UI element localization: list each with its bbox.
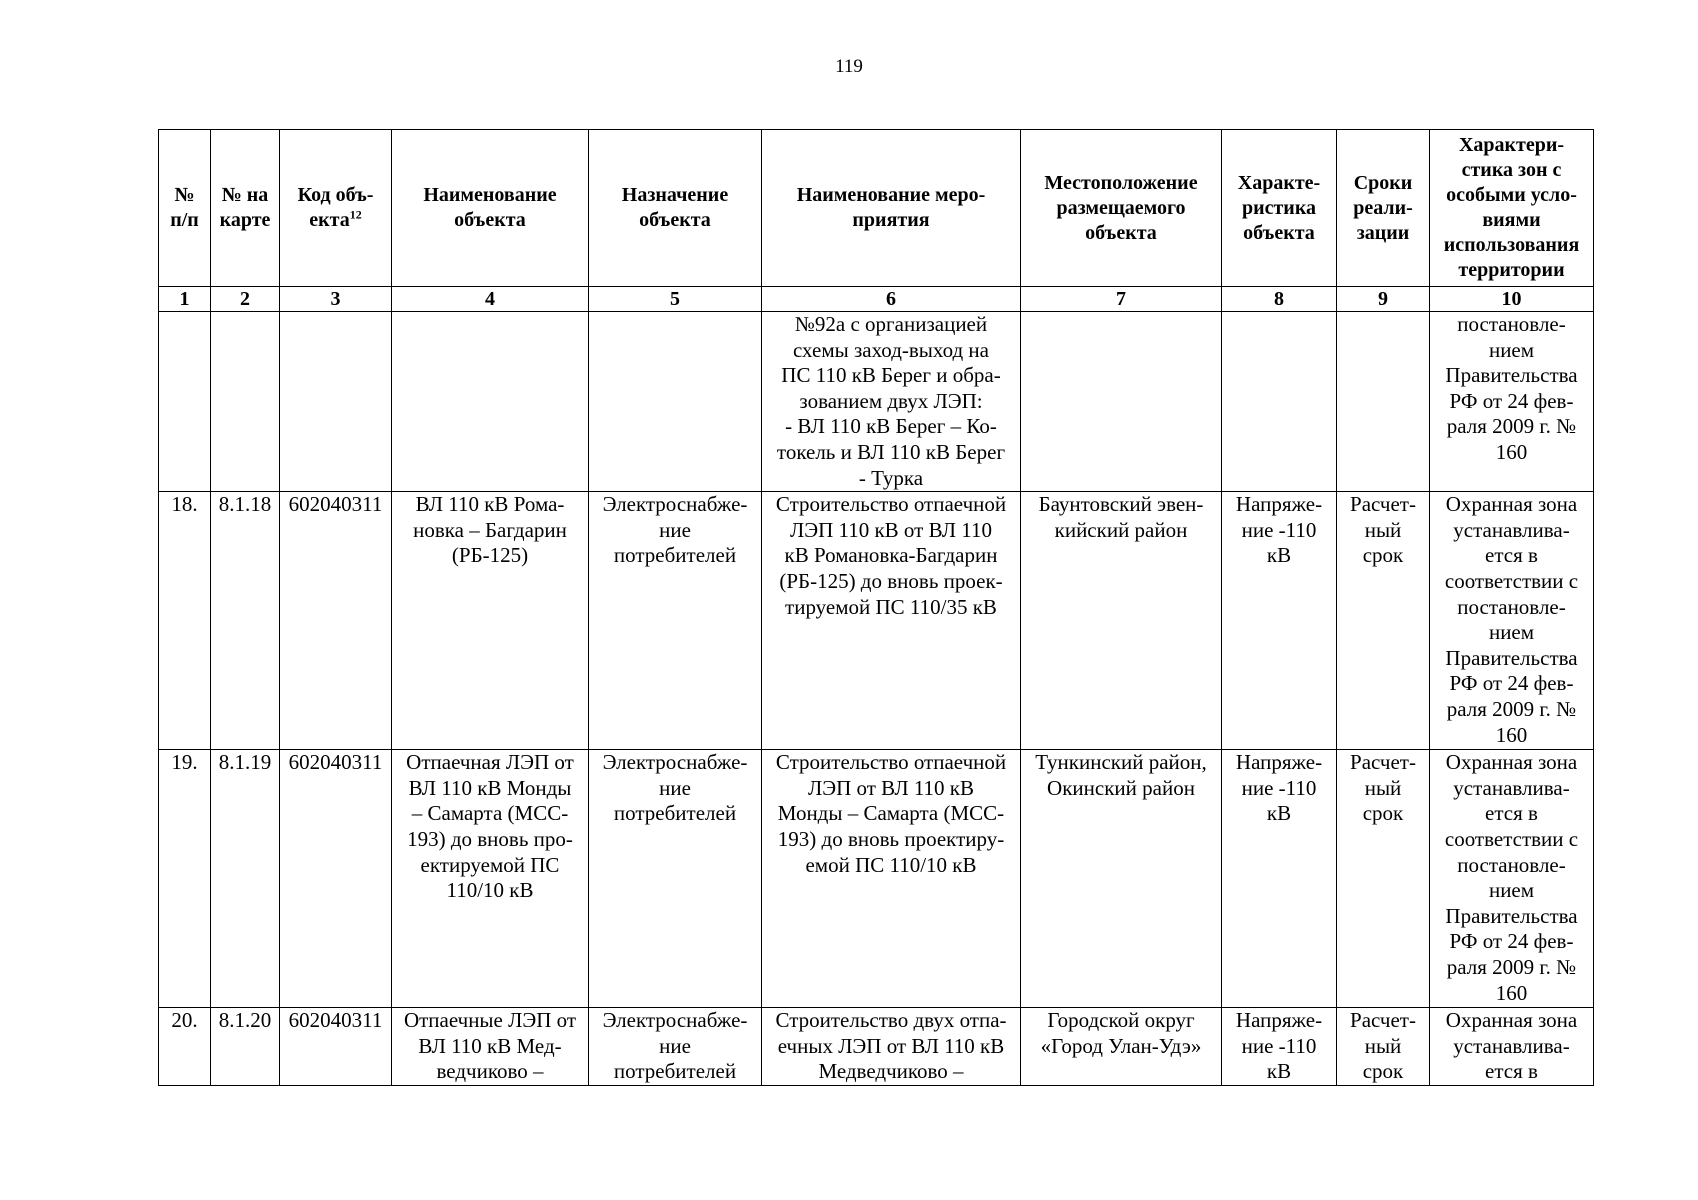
text-line: объекта [1243,221,1315,244]
text-line: Тункинский район, [1035,750,1207,775]
text-line: объекта [639,209,711,231]
text-line: п/п [170,209,199,231]
text-line: Назначение [621,184,729,206]
text-line: ется в [1485,1059,1538,1084]
table-cell [392,312,589,492]
text-line: устанавлива- [1453,775,1570,800]
table-cell [1021,312,1222,492]
map-number: 8.1.18 [211,492,280,750]
text-line: ние -110 [1241,1033,1317,1058]
table-cell [280,312,392,492]
text-line: 193) до вновь про- [407,826,573,851]
text-line: срок [1362,1059,1404,1084]
text-line: РФ от 24 фев- [1449,671,1574,696]
text-line: ние [659,775,691,800]
text-line: Строительство двух отпа- [775,1008,1007,1033]
header-cell [762,130,1021,287]
text-line: кВ [1266,1059,1292,1084]
text-line: (РБ-125) до вновь проек- [779,568,1003,593]
location-cell [1021,492,1222,750]
text-line: Электроснабже- [602,750,748,775]
text-line: стика зон с [1461,159,1562,181]
header-cell [211,130,280,287]
text-line: зации [1356,221,1410,244]
text-line: кийский район [1054,517,1188,542]
text-line: РФ от 24 фев- [1449,388,1574,413]
text-line: ный [1364,517,1402,542]
zone-cell [1430,312,1594,492]
text-line: Наименование меро- [796,184,986,206]
text-line: Расчет- [1350,492,1416,517]
table-row [159,492,1594,750]
column-number: 6 [762,287,1021,312]
text-line: схемы заход-выход на [793,337,989,362]
text-line: раля 2009 г. № [1446,414,1577,439]
text-line: нием [1488,620,1535,645]
text-line: объекта [1085,221,1157,244]
action-cell [762,312,1021,492]
text-line: нием [1488,878,1535,903]
text-line: ется в [1485,801,1538,826]
text-line: Характери- [1458,134,1565,156]
location-cell [1021,750,1222,1008]
text-line: потребителей [613,543,737,568]
text-line: 160 [1495,722,1528,747]
characteristic-cell [1222,1008,1337,1086]
text-line: Монды – Самарта (МСС- [777,801,1005,826]
text-line: устанавлива- [1453,517,1570,542]
text-line: раля 2009 г. № [1446,954,1577,979]
term-cell [1337,750,1430,1008]
text-line: виями [1482,209,1541,231]
text-line: Электроснабже- [602,492,748,517]
text-line: Напряже- [1235,492,1323,517]
zone-cell [1430,750,1594,1008]
text-line: ведчиково – [436,1059,544,1084]
text-line: кВ [1266,801,1292,826]
text-line: № на [221,184,269,206]
location-cell [1021,1008,1222,1086]
text-line: Характе- [1237,171,1321,194]
text-line: ПС 110 кВ Берег и обра- [781,363,1001,388]
text-line: ный [1364,1033,1402,1058]
text-line: устанавлива- [1453,1033,1570,1058]
column-number: 7 [1021,287,1222,312]
footnote-ref: 12 [349,207,362,222]
map-number: 8.1.20 [211,1008,280,1086]
text-line: Городской округ [1047,1008,1195,1033]
text-line: Охранная зона [1445,750,1578,775]
text-line: соответствии с [1444,568,1579,593]
column-number: 3 [280,287,392,312]
header-cell [280,130,392,287]
text-line: – Самарта (МСС- [411,801,569,826]
text-line: ечных ЛЭП от ВЛ 110 кВ [777,1033,1005,1058]
text-line: раля 2009 г. № [1446,696,1577,721]
row-number: 18. [159,492,211,750]
header-text: екта [309,209,350,231]
text-line: «Город Улан-Удэ» [1040,1033,1202,1058]
text-line: Правительства [1445,645,1578,670]
column-number: 2 [211,287,280,312]
text-line: объекта [454,209,526,231]
text-line: Напряже- [1235,1008,1323,1033]
object-code: 602040311 [280,750,392,1008]
text-line: нием [1488,337,1535,362]
text-line: емой ПС 110/10 кВ [805,852,977,877]
text-line: ние -110 [1241,775,1317,800]
text-line: ектируемой ПС [420,852,560,877]
text-line: Расчет- [1350,1008,1416,1033]
text-line: № [174,184,195,206]
text-line: - Турка [858,465,924,490]
text-line: потребителей [613,801,737,826]
page-number: 119 [835,56,863,77]
text-line: ние -110 [1241,517,1317,542]
header-line [282,208,389,233]
text-line: (РБ-125) [451,543,529,568]
text-line: ный [1364,775,1402,800]
text-line: кВ Романовка-Багдарин [784,543,998,568]
column-number: 4 [392,287,589,312]
header-line: Код объ- [297,184,374,206]
text-line: зованием двух ЛЭП: [799,388,983,413]
column-number-row [159,287,1594,312]
text-line: постановле- [1457,594,1566,619]
action-cell [762,1008,1021,1086]
text-line: Правительства [1445,363,1578,388]
text-line: ние [659,1033,691,1058]
text-line: Наименование [423,184,557,206]
zone-cell [1430,1008,1594,1086]
objects-table [158,129,1594,1086]
text-line: срок [1362,801,1404,826]
column-number: 10 [1430,287,1594,312]
text-line: ние [659,517,691,542]
column-number: 1 [159,287,211,312]
continuation-row [159,312,1594,492]
object-purpose [589,1008,762,1086]
object-purpose [589,492,762,750]
text-line: Отпаечные ЛЭП от [403,1008,577,1033]
table-cell [1222,312,1337,492]
map-number: 8.1.19 [211,750,280,1008]
text-line: 193) до вновь проектиру- [777,826,1005,851]
text-line: РФ от 24 фев- [1449,929,1574,954]
text-line: ется в [1485,543,1538,568]
table-row [159,750,1594,1008]
action-cell [762,492,1021,750]
column-number: 8 [1222,287,1337,312]
term-cell [1337,492,1430,750]
characteristic-cell [1222,492,1337,750]
header-cell [1337,130,1430,287]
action-cell [762,750,1021,1008]
text-line: Охранная зона [1445,1008,1578,1033]
header-cell [589,130,762,287]
characteristic-cell [1222,750,1337,1008]
object-code: 602040311 [280,1008,392,1086]
header-cell [392,130,589,287]
text-line: постановле- [1457,852,1566,877]
object-code: 602040311 [280,492,392,750]
text-line: токель и ВЛ 110 кВ Берег [776,439,1006,464]
header-cell [1430,130,1594,287]
text-line: постановле- [1457,312,1566,336]
text-line: Отпаечная ЛЭП от [406,750,574,775]
text-line: срок [1362,543,1404,568]
text-line: ЛЭП от ВЛ 110 кВ [807,775,975,800]
text-line: Напряже- [1235,750,1323,775]
object-name [392,750,589,1008]
text-line: Расчет- [1350,750,1416,775]
row-number: 20. [159,1008,211,1086]
text-line: Строительство отпаечной [775,750,1007,775]
text-line: новка – Багдарин [413,517,567,542]
term-cell [1337,1008,1430,1086]
table-cell [159,312,211,492]
text-line: реали- [1353,196,1413,219]
zone-cell [1430,492,1594,750]
text-line: Медведчиково – [818,1059,964,1084]
column-number: 9 [1337,287,1430,312]
header-cell [1021,130,1222,287]
text-line: кВ [1266,543,1292,568]
table-row [159,1008,1594,1086]
table-cell [1337,312,1430,492]
text-line: территории [1458,259,1565,281]
text-line: Окинский район [1047,775,1195,800]
text-line: Правительства [1445,903,1578,928]
text-line: Охранная зона [1445,492,1578,517]
text-line: Электроснабже- [602,1008,748,1033]
object-name [392,1008,589,1086]
header-cell [159,130,211,287]
text-line: ВЛ 110 кВ Рома- [415,492,565,517]
text-line: ЛЭП 110 кВ от ВЛ 110 [789,517,993,542]
text-line: - ВЛ 110 кВ Берег – Ко- [785,414,997,439]
text-line: карте [219,209,271,231]
text-line: потребителей [613,1059,737,1084]
object-purpose [589,750,762,1008]
text-line: 160 [1495,980,1528,1005]
object-name [392,492,589,750]
text-line: соответствии с [1444,826,1579,851]
text-line: особыми усло- [1446,184,1577,206]
text-line: №92а с организацией [794,312,988,336]
text-line: Местоположение [1044,171,1198,194]
table-cell [211,312,280,492]
table-cell [589,312,762,492]
text-line: тируемой ПС 110/35 кВ [785,594,997,619]
column-number: 5 [589,287,762,312]
text-line: ВЛ 110 кВ Мед- [418,1033,562,1058]
text-line: 160 [1495,439,1528,464]
text-line: ВЛ 110 кВ Монды [408,775,572,800]
text-line: Баунтовский эвен- [1038,492,1204,517]
text-line: Строительство отпаечной [775,492,1007,517]
header-cell [1222,130,1337,287]
text-line: использования [1443,234,1580,256]
text-line: ристика [1241,196,1317,219]
text-line: Сроки [1353,171,1413,194]
text-line: размещаемого [1056,196,1186,219]
row-number: 19. [159,750,211,1008]
table-header-row [159,130,1594,287]
text-line: приятия [852,209,930,231]
text-line: 110/10 кВ [446,878,534,903]
